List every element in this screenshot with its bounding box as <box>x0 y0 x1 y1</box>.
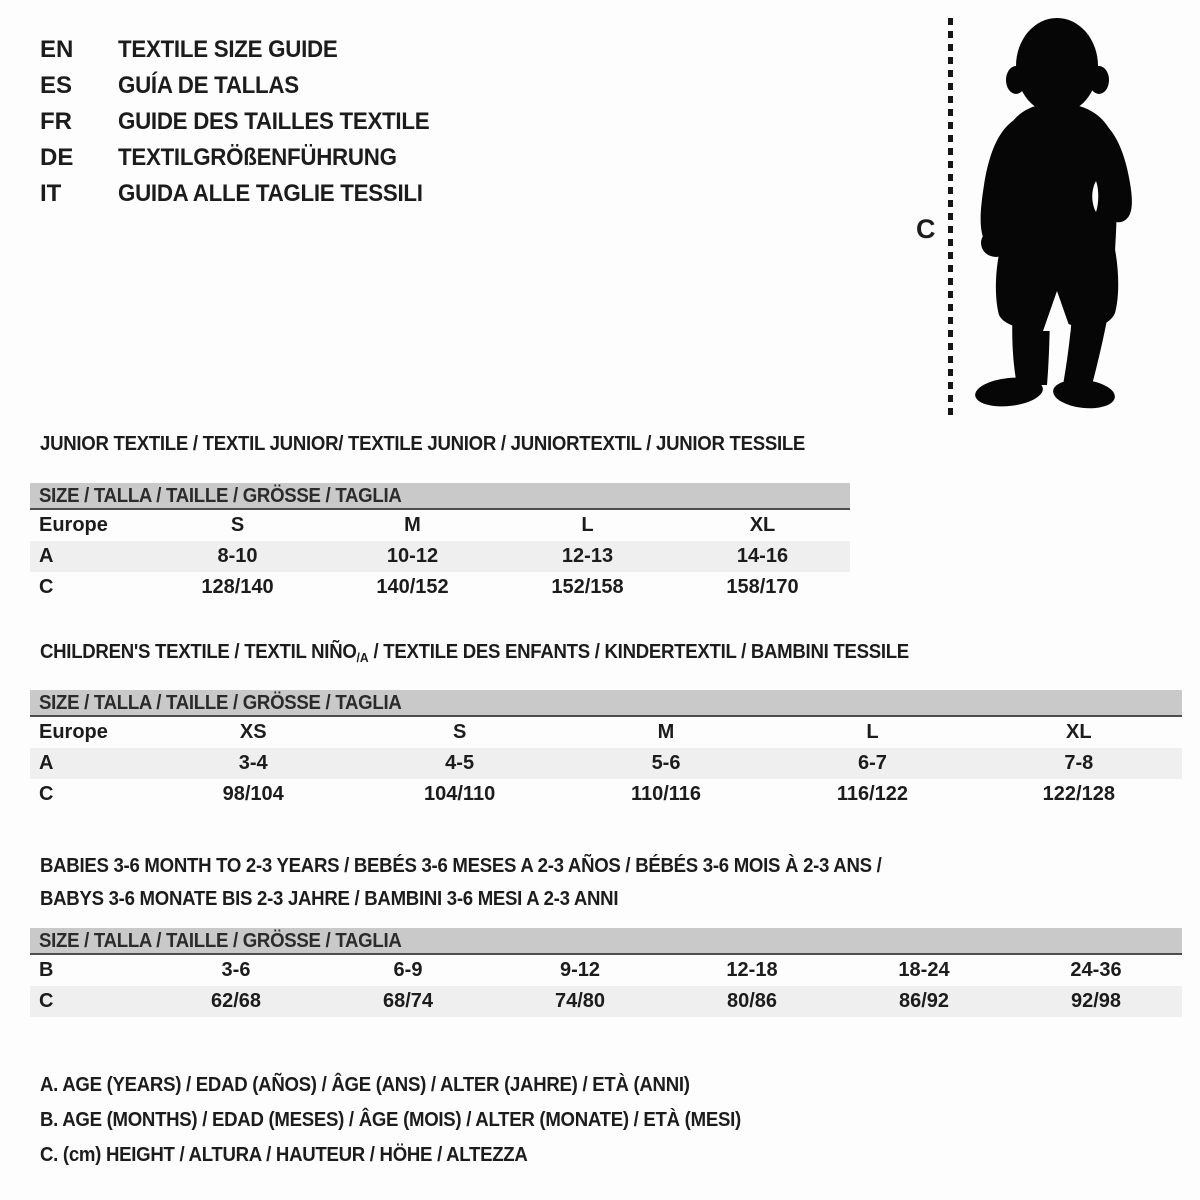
guide-title: GUIDE DES TAILLES TEXTILE <box>118 108 430 135</box>
section-title-children-post: / TEXTILE DES ENFANTS / KINDERTEXTIL / BAMBINI TESSILE <box>368 641 909 663</box>
table-row-height <box>30 986 1182 1017</box>
size-cell: L <box>866 721 879 743</box>
age-cell: 18-24 <box>898 959 950 981</box>
age-cell: 24-36 <box>1070 959 1122 981</box>
section-title-babies-line2: BABYS 3-6 MONATE BIS 2-3 JAHRE / BAMBINI 3-6 MESI A 2-3 ANNI <box>40 888 619 910</box>
row-label: Europe <box>39 721 108 743</box>
height-cell: 74/80 <box>554 990 606 1012</box>
height-cell: 62/68 <box>210 990 262 1012</box>
age-cell: 6-9 <box>393 959 423 981</box>
children-size-table <box>30 690 1182 810</box>
height-cell: 98/104 <box>222 783 284 805</box>
size-cell: L <box>581 514 594 536</box>
age-cell: 8-10 <box>217 545 258 567</box>
toddler-silhouette-icon <box>963 13 1140 416</box>
language-code: DE <box>40 144 74 171</box>
height-cell: 92/98 <box>1070 990 1122 1012</box>
row-label: C <box>39 990 54 1012</box>
age-cell: 4-5 <box>445 752 475 774</box>
table-header-size-label: SIZE / TALLA / TAILLE / GRÖSSE / TAGLIA <box>39 692 402 714</box>
section-title-junior: JUNIOR TEXTILE / TEXTIL JUNIOR/ TEXTILE JUNIOR / JUNIORTEXTIL / JUNIOR TESSILE <box>40 433 806 455</box>
section-title-babies-line1: BABIES 3-6 MONTH TO 2-3 YEARS / BEBÉS 3-6 MESES A 2-3 AÑOS / BÉBÉS 3-6 MOIS À 2-3 ANS / <box>40 855 882 877</box>
row-label: B <box>39 959 54 981</box>
table-header-size-label: SIZE / TALLA / TAILLE / GRÖSSE / TAGLIA <box>39 485 402 507</box>
size-cell: XS <box>239 721 267 743</box>
row-label: A <box>39 545 54 567</box>
language-row-en <box>40 32 453 68</box>
size-cell: S <box>230 514 245 536</box>
language-title-list <box>40 32 453 212</box>
table-header-size <box>30 690 1182 717</box>
section-title-children <box>40 641 909 665</box>
height-cell: 68/74 <box>382 990 434 1012</box>
table-header-size <box>30 928 1182 955</box>
age-cell: 7-8 <box>1064 752 1094 774</box>
language-row-es <box>40 68 453 104</box>
height-cell: 122/128 <box>1042 783 1115 805</box>
guide-title: TEXTILE SIZE GUIDE <box>118 36 338 63</box>
footnote-height-cm: C. (cm) HEIGHT / ALTURA / HAUTEUR / HÖHE / ALTEZZA <box>40 1144 528 1166</box>
age-cell: 12-18 <box>726 959 778 981</box>
footnote-age-months: B. AGE (MONTHS) / EDAD (MESES) / ÂGE (MOIS) / ALTER (MONATE) / ETÀ (MESI) <box>40 1109 741 1131</box>
age-cell: 3-4 <box>238 752 268 774</box>
guide-title: GUÍA DE TALLAS <box>118 72 299 99</box>
section-title-babies <box>40 850 945 916</box>
section-title-children-sub: /A <box>356 650 369 665</box>
row-label: Europe <box>39 514 108 536</box>
section-title-children-pre: CHILDREN'S TEXTILE / TEXTIL NIÑO <box>40 641 357 663</box>
guide-title: GUIDA ALLE TAGLIE TESSILI <box>118 180 423 207</box>
table-row-europe <box>30 510 850 541</box>
footnote-age-years: A. AGE (YEARS) / EDAD (AÑOS) / ÂGE (ANS) / ALTER (JAHRE) / ETÀ (ANNI) <box>40 1074 690 1096</box>
row-label: C <box>39 576 54 598</box>
language-code: FR <box>40 108 72 135</box>
table-row-height <box>30 779 1182 810</box>
size-cell: M <box>657 721 675 743</box>
age-cell: 5-6 <box>651 752 681 774</box>
language-code: EN <box>40 36 74 63</box>
height-cell: 158/170 <box>726 576 799 598</box>
language-row-it <box>40 176 453 212</box>
row-label: C <box>39 783 54 805</box>
height-cell: 86/92 <box>898 990 950 1012</box>
age-cell: 6-7 <box>857 752 887 774</box>
footnote-legend <box>40 1068 794 1173</box>
size-cell: XL <box>1066 721 1092 743</box>
table-row-age-years <box>30 541 850 572</box>
table-row-age-years <box>30 748 1182 779</box>
age-cell: 14-16 <box>736 545 789 567</box>
guide-title: TEXTILGRÖßENFÜHRUNG <box>118 144 397 171</box>
age-cell: 3-6 <box>221 959 251 981</box>
language-row-de <box>40 140 453 176</box>
table-header-size <box>30 483 850 510</box>
age-cell: 9-12 <box>559 959 601 981</box>
size-cell: S <box>452 721 467 743</box>
age-cell: 12-13 <box>561 545 614 567</box>
table-row-height <box>30 572 850 603</box>
height-cell: 104/110 <box>424 783 496 805</box>
table-row-age-months <box>30 955 1182 986</box>
age-cell: 10-12 <box>386 545 439 567</box>
table-row-europe <box>30 717 1182 748</box>
size-cell: M <box>404 514 421 536</box>
height-cell: 128/140 <box>201 576 274 598</box>
height-cell: 116/122 <box>836 783 909 805</box>
row-label: A <box>39 752 54 774</box>
language-code: IT <box>40 180 62 207</box>
junior-size-table <box>30 483 850 603</box>
height-cell: 152/158 <box>551 576 624 598</box>
height-measure-label: C <box>916 214 936 244</box>
height-cell: 110/116 <box>630 783 702 805</box>
height-cell: 80/86 <box>726 990 778 1012</box>
height-dashed-line <box>948 18 953 416</box>
size-cell: XL <box>749 514 776 536</box>
language-row-fr <box>40 104 453 140</box>
language-code: ES <box>40 72 73 99</box>
babies-size-table <box>30 928 1182 1017</box>
table-header-size-label: SIZE / TALLA / TAILLE / GRÖSSE / TAGLIA <box>39 930 402 952</box>
height-cell: 140/152 <box>376 576 449 598</box>
